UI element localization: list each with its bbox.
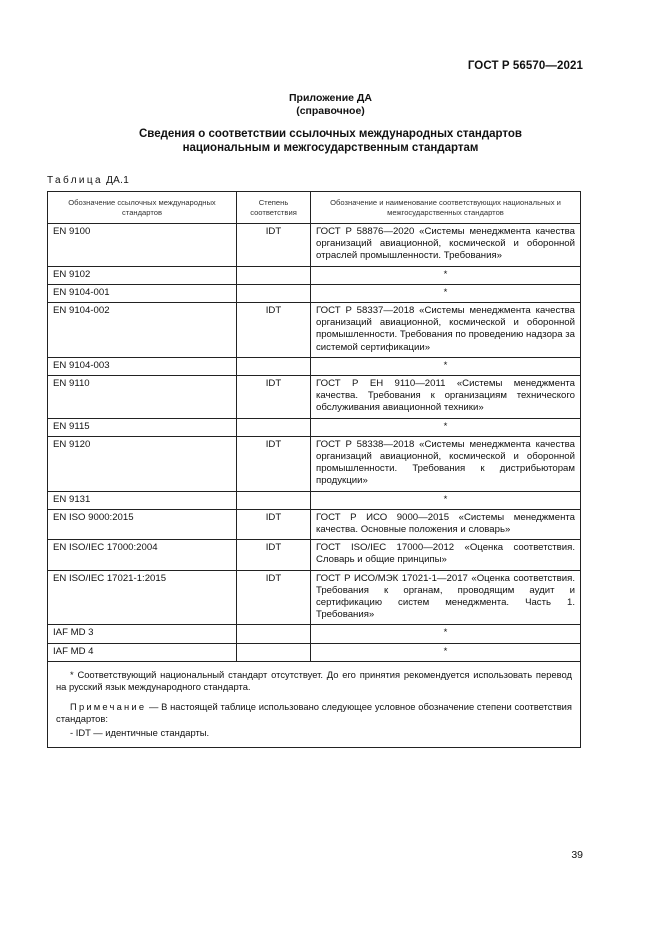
cell-international-standard: EN 9102	[48, 266, 237, 284]
cell-national-standard: *	[311, 418, 581, 436]
cell-international-standard: EN 9104-002	[48, 303, 237, 358]
note-label: Примечание	[70, 700, 147, 712]
cell-national-standard: ГОСТ Р 58337—2018 «Системы менеджмента качества организаций авиационной, космической и оборонной промышленности. Требования по проведению надзора за системой сертификации»	[311, 303, 581, 358]
cell-national-standard: *	[311, 284, 581, 302]
cell-degree: IDT	[237, 540, 311, 570]
cell-international-standard: EN 9120	[48, 436, 237, 491]
correspondence-table	[47, 191, 581, 748]
table-row	[48, 303, 581, 358]
cell-degree: IDT	[237, 570, 311, 625]
annex-title: Приложение ДА	[289, 92, 372, 104]
document-id: ГОСТ Р 56570—2021	[467, 60, 583, 72]
cell-international-standard: EN 9104-001	[48, 284, 237, 302]
table-row	[48, 491, 581, 509]
table-footer-row	[48, 661, 581, 747]
cell-national-standard: *	[311, 491, 581, 509]
cell-national-standard: ГОСТ Р ИСО 9000—2015 «Системы менеджмента качества. Основные положения и словарь»	[311, 509, 581, 539]
cell-national-standard: ГОСТ Р ЕН 9110—2011 «Системы менеджмента качества. Требования к организациям технического обслуживания авиационной техники»	[311, 376, 581, 419]
annex-heading	[0, 127, 661, 155]
cell-international-standard: EN ISO/IEC 17000:2004	[48, 540, 237, 570]
cell-national-standard: *	[311, 643, 581, 661]
table-caption-word: Таблица	[47, 175, 104, 186]
cell-international-standard: EN 9100	[48, 224, 237, 267]
cell-international-standard: EN 9104-003	[48, 357, 237, 375]
cell-national-standard: *	[311, 357, 581, 375]
cell-degree	[237, 418, 311, 436]
table-row	[48, 357, 581, 375]
table-row	[48, 266, 581, 284]
cell-national-standard: ГОСТ Р 58338—2018 «Системы менеджмента качества организаций авиационной, космической и оборонной промышленности. Требования к дистрибьюторам продукции»	[311, 436, 581, 491]
cell-international-standard: EN ISO 9000:2015	[48, 509, 237, 539]
cell-international-standard: EN 9110	[48, 376, 237, 419]
cell-national-standard: ГОСТ Р ИСО/МЭК 17021-1—2017 «Оценка соответствия. Требования к органам, проводящим аудит и сертификацию систем менеджмента. Часть 1. Требования»	[311, 570, 581, 625]
page-number: 39	[571, 849, 583, 861]
table-header-row	[48, 192, 581, 224]
table-row	[48, 643, 581, 661]
cell-national-standard: *	[311, 266, 581, 284]
table-footnote-cell	[48, 661, 581, 747]
cell-degree: IDT	[237, 303, 311, 358]
table-row	[48, 224, 581, 267]
cell-international-standard: IAF MD 3	[48, 625, 237, 643]
table-row	[48, 509, 581, 539]
cell-national-standard: ГОСТ ISO/IEC 17000—2012 «Оценка соответствия. Словарь и общие принципы»	[311, 540, 581, 570]
table-row	[48, 376, 581, 419]
table-body	[48, 224, 581, 662]
annex-heading-line-2: национальным и межгосударственным стандартам	[182, 142, 479, 154]
cell-degree	[237, 266, 311, 284]
header-national-standard: Обозначение и наименование соответствующих национальных и межгосударственных стандартов	[311, 192, 581, 224]
cell-international-standard: EN ISO/IEC 17021-1:2015	[48, 570, 237, 625]
cell-international-standard: EN 9131	[48, 491, 237, 509]
table-row	[48, 540, 581, 570]
table-caption-number: ДА.1	[106, 175, 130, 186]
cell-degree	[237, 284, 311, 302]
table-row	[48, 570, 581, 625]
cell-degree: IDT	[237, 376, 311, 419]
header-international-standard: Обозначение ссылочных международных стандартов	[48, 192, 237, 224]
annex-subtitle: (справочное)	[296, 105, 365, 117]
header-degree: Степень соответствия	[237, 192, 311, 224]
table-row	[48, 625, 581, 643]
table-row	[48, 436, 581, 491]
cell-international-standard: IAF MD 4	[48, 643, 237, 661]
cell-degree	[237, 643, 311, 661]
annex-heading-line-1: Сведения о соответствии ссылочных международных стандартов	[138, 128, 522, 140]
cell-international-standard: EN 9115	[48, 418, 237, 436]
table-caption	[47, 175, 129, 186]
cell-national-standard: *	[311, 625, 581, 643]
cell-national-standard: ГОСТ Р 58876—2020 «Системы менеджмента качества организаций авиационной, космической и оборонной отраслей промышленности. Требования»	[311, 224, 581, 267]
note-text: — В настоящей таблице использовано следующее условное обозначение степени соответствия стандартов:	[56, 700, 572, 725]
cell-degree	[237, 625, 311, 643]
table-row	[48, 284, 581, 302]
cell-degree	[237, 491, 311, 509]
cell-degree	[237, 357, 311, 375]
table-row	[48, 418, 581, 436]
footnote: * Соответствующий национальный стандарт отсутствует. До его принятия рекомендуется использовать перевод на русский язык международного стандарта.	[56, 668, 572, 693]
cell-degree: IDT	[237, 224, 311, 267]
cell-degree: IDT	[237, 436, 311, 491]
note	[56, 701, 572, 726]
note-item: - IDT — идентичные стандарты.	[70, 726, 210, 738]
cell-degree: IDT	[237, 509, 311, 539]
